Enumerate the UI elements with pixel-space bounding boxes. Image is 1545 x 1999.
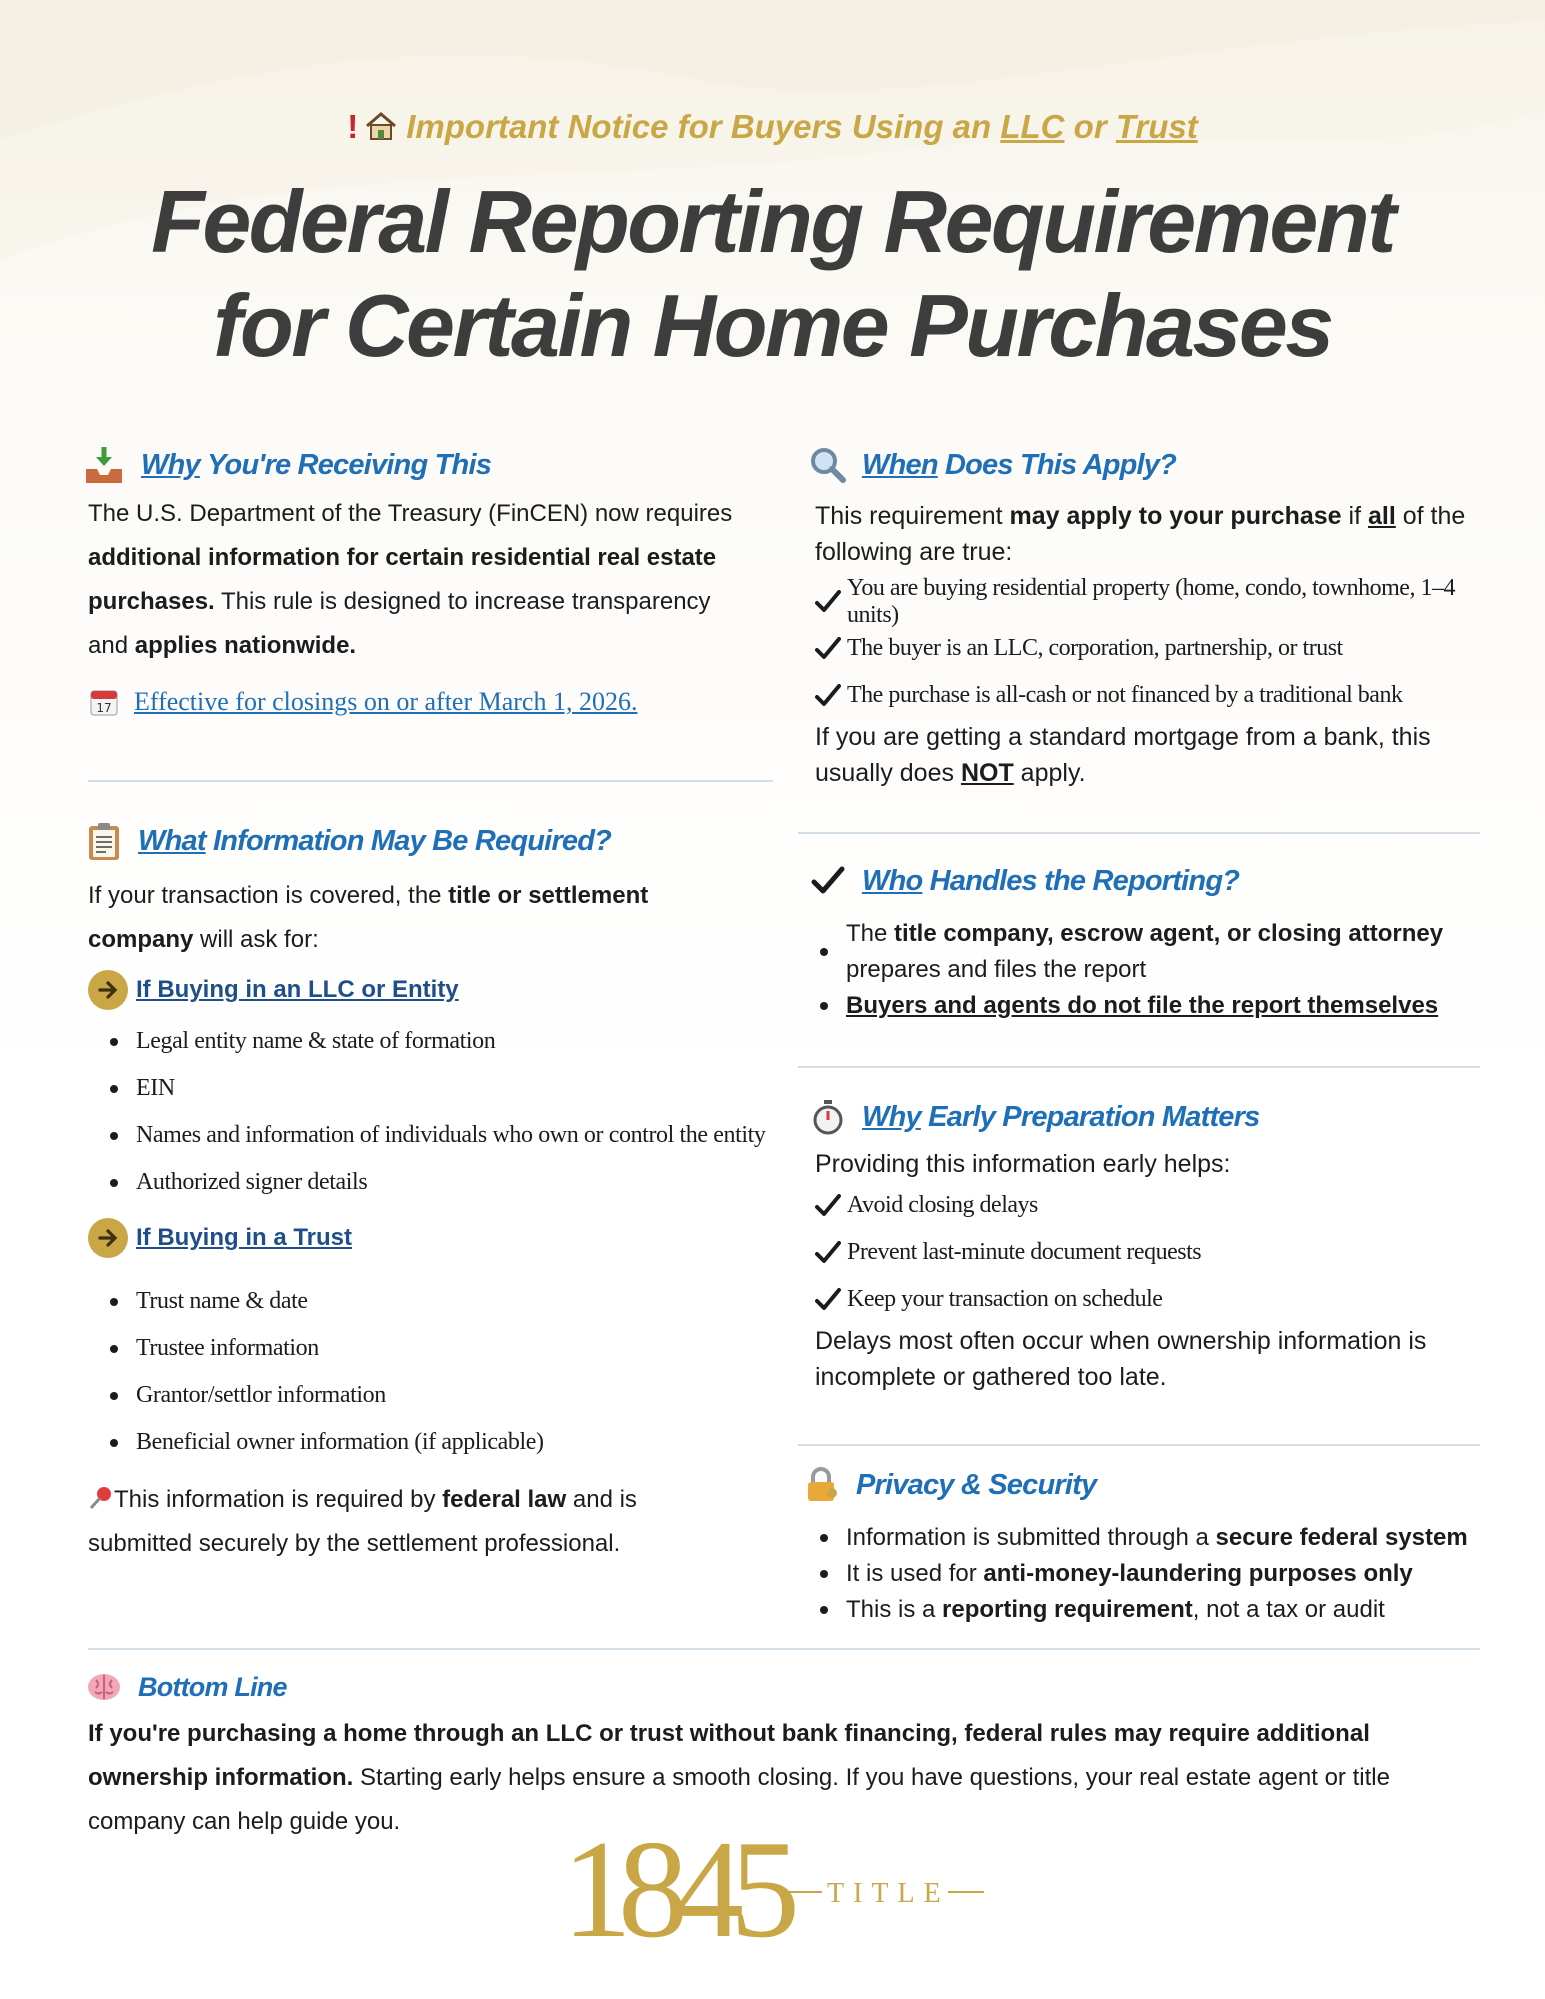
checklist-item <box>815 1229 1480 1276</box>
who-b1-the: The <box>846 920 888 947</box>
arrow-right-icon <box>88 970 128 1010</box>
bottom-line-2-bold: ownership information. <box>88 1764 354 1791</box>
note-line-1-bold: federal law <box>442 1486 567 1513</box>
list-item: Legal entity name & state of formation <box>88 1018 778 1065</box>
effective-date-text[interactable]: Effective for closings on or after March 1, 2026. <box>134 687 638 716</box>
logo-word: TITLE <box>827 1878 950 1909</box>
checklist-text: The buyer is an LLC, corporation, partnership, or trust <box>847 635 1343 661</box>
who-handles-list <box>798 916 1480 1024</box>
list-item <box>798 1520 1480 1556</box>
early-heading-rest: Early Preparation Matters <box>928 1100 1260 1133</box>
checkmark-icon <box>815 1194 845 1218</box>
when-apply-intro <box>798 498 1480 570</box>
who-heading-rest: Handles the Reporting? <box>929 864 1240 897</box>
list-item <box>798 1556 1480 1592</box>
section-what-info <box>88 820 778 1566</box>
exclamation-icon: ! <box>347 108 359 145</box>
list-item: Grantor/settlor information <box>88 1372 778 1419</box>
notice-line <box>0 108 1545 146</box>
why-receiving-line-4-bold: applies nationwide. <box>134 632 357 659</box>
house-icon <box>364 108 398 145</box>
when-outro-2: usually does <box>815 759 954 787</box>
svg-text:17: 17 <box>96 701 112 715</box>
what-info-note <box>88 1478 778 1566</box>
checklist-item <box>815 574 1480 628</box>
list-item <box>798 1592 1480 1628</box>
bottom-divider <box>88 1648 1480 1650</box>
checklist-text: Prevent last-minute document requests <box>847 1239 1202 1265</box>
when-outro-rest: apply. <box>1020 759 1086 787</box>
who-b1-rest: prepares and files the report <box>846 956 1147 983</box>
privacy-b3-rest: , not a tax or audit <box>1192 1596 1385 1623</box>
section-bottom-line <box>88 1666 1488 1844</box>
bottom-line-2-rest: Starting early helps ensure a smooth closing. If you have questions, your real estate agent or title <box>360 1764 1390 1791</box>
when-intro-1-if: if <box>1348 502 1362 530</box>
when-intro-1-all: all <box>1367 502 1396 530</box>
notice-trust: Trust <box>1115 108 1198 145</box>
title-line-1: Federal Reporting Requirement <box>151 172 1394 271</box>
when-apply-heading-rest: Does This Apply? <box>945 448 1177 481</box>
note-line-2: submitted securely by the settlement professional. <box>88 1530 621 1557</box>
when-apply-outro <box>798 719 1480 791</box>
when-intro-2: following are true: <box>815 538 1013 566</box>
early-outro-2: incomplete or gathered too late. <box>815 1363 1167 1391</box>
why-receiving-line-3-rest: This rule is designed to increase transparency <box>220 588 711 615</box>
section-who-handles <box>798 860 1480 1024</box>
who-b2: Buyers and agents do not file the report themselves <box>846 992 1439 1019</box>
bottom-line-1: If you're purchasing a home through an LLC or trust without bank financing, federal rules may require additional <box>88 1720 1370 1747</box>
what-info-intro-1: If your transaction is covered, the <box>88 882 442 909</box>
checklist-text: The purchase is all-cash or not financed by a traditional bank <box>847 682 1403 708</box>
why-receiving-body <box>88 492 778 668</box>
page-title <box>0 170 1545 378</box>
notice-prefix: Important Notice for Buyers Using an <box>406 108 992 145</box>
brain-icon <box>84 1666 124 1708</box>
privacy-b2: It is used for <box>846 1560 977 1587</box>
list-item: Names and information of individuals who own or control the entity <box>88 1112 778 1159</box>
llc-items-list <box>88 1018 778 1206</box>
checklist-text: Avoid closing delays <box>847 1192 1038 1218</box>
when-intro-1-rest: of the <box>1402 502 1466 530</box>
why-receiving-heading-rest: You're Receiving This <box>207 448 492 481</box>
checkmark-icon <box>808 860 848 902</box>
what-info-heading-what: What <box>138 824 206 857</box>
llc-subheading-text: If Buying in an LLC or Entity <box>136 976 459 1003</box>
who-heading-who: Who <box>862 864 923 897</box>
note-line-1: This information is required by <box>114 1486 436 1513</box>
left-divider <box>88 780 773 782</box>
what-info-intro <box>88 874 778 962</box>
checklist-item <box>815 1276 1480 1323</box>
early-checklist <box>798 1182 1480 1323</box>
company-logo <box>560 1824 1000 1954</box>
right-divider-1 <box>798 832 1480 834</box>
section-early-prep <box>798 1096 1480 1395</box>
clipboard-icon <box>84 820 124 862</box>
effective-date <box>88 686 778 718</box>
list-item <box>798 988 1480 1024</box>
who-handles-heading <box>812 860 1480 902</box>
bottom-line-3: company can help guide you. <box>88 1808 401 1835</box>
trust-items-list <box>88 1278 778 1466</box>
why-receiving-heading-why: Why <box>141 448 200 481</box>
lock-key-icon <box>802 1464 842 1506</box>
privacy-b3: This is a <box>846 1596 936 1623</box>
what-info-intro-2-rest: will ask for: <box>200 926 319 953</box>
early-heading-why: Why <box>862 1100 921 1133</box>
privacy-b2-bold: anti-money-laundering purposes only <box>983 1560 1413 1587</box>
arrow-right-icon <box>88 1218 128 1258</box>
checklist-text: You are buying residential property (home, condo, townhome, 1–4 units) <box>847 574 1455 628</box>
checkmark-icon <box>815 590 845 614</box>
privacy-list <box>798 1520 1480 1628</box>
early-prep-outro <box>798 1323 1480 1395</box>
section-when-apply <box>798 444 1480 791</box>
right-divider-3 <box>798 1444 1480 1446</box>
notice-llc: LLC <box>1000 108 1065 145</box>
early-prep-heading <box>812 1096 1480 1138</box>
list-item: Authorized signer details <box>88 1159 778 1206</box>
privacy-heading <box>806 1464 1480 1506</box>
checkmark-icon <box>815 637 845 661</box>
logo-number: 1845 <box>562 1824 786 1954</box>
when-checklist <box>798 574 1480 719</box>
why-receiving-line-4-and: and <box>88 632 129 659</box>
list-item: Trust name & date <box>88 1278 778 1325</box>
what-info-heading <box>88 820 778 862</box>
when-outro-1: If you are getting a standard mortgage from a bank, this <box>815 723 1431 751</box>
list-item: Trustee information <box>88 1325 778 1372</box>
privacy-b1-bold: secure federal system <box>1215 1524 1468 1551</box>
pushpin-icon <box>88 1486 114 1513</box>
checkmark-icon <box>815 1241 845 1265</box>
when-intro-1-bold: may apply to your purchase <box>1009 502 1342 530</box>
trust-subheading-text: If Buying in a Trust <box>136 1224 353 1251</box>
list-item <box>798 916 1480 988</box>
privacy-heading-text: Privacy & Security <box>856 1468 1097 1501</box>
why-receiving-line-3-bold: purchases. <box>88 588 215 615</box>
why-receiving-heading <box>85 444 778 486</box>
early-prep-intro: Providing this information early helps: <box>815 1150 1231 1178</box>
right-divider-2 <box>798 1066 1480 1068</box>
stopwatch-icon <box>808 1096 848 1138</box>
when-apply-heading <box>812 444 1480 486</box>
section-privacy <box>798 1464 1480 1628</box>
what-info-heading-rest: Information May Be Required? <box>212 824 612 857</box>
bottom-line-heading <box>88 1666 1488 1708</box>
when-outro-not: NOT <box>960 759 1014 787</box>
list-item: EIN <box>88 1065 778 1112</box>
checklist-text: Keep your transaction on schedule <box>847 1286 1163 1312</box>
who-b1-bold: title company, escrow agent, or closing attorney <box>894 920 1444 947</box>
checklist-item <box>815 625 1480 672</box>
checkmark-icon <box>815 684 845 708</box>
list-item: Beneficial owner information (if applicable) <box>88 1419 778 1466</box>
bottom-line-heading-text: Bottom Line <box>138 1671 287 1702</box>
what-info-intro-1-bold: title or settlement <box>448 882 649 909</box>
trust-subheading <box>88 1218 778 1258</box>
inbox-tray-icon <box>81 444 127 486</box>
llc-subheading <box>88 970 778 1010</box>
what-info-intro-2-bold: company <box>88 926 194 953</box>
when-apply-heading-when: When <box>862 448 938 481</box>
privacy-b3-bold: reporting requirement <box>942 1596 1193 1623</box>
checklist-item <box>815 1182 1480 1229</box>
magnifier-icon <box>808 444 848 486</box>
calendar-icon <box>88 686 120 718</box>
early-outro-1: Delays most often occur when ownership information is <box>815 1327 1427 1355</box>
privacy-b1: Information is submitted through a <box>846 1524 1209 1551</box>
why-receiving-line-2: additional information for certain residential real estate <box>88 544 717 571</box>
checklist-item <box>815 672 1480 719</box>
note-line-1-rest: and is <box>572 1486 637 1513</box>
title-line-2: for Certain Home Purchases <box>213 276 1332 375</box>
notice-or: or <box>1073 108 1107 145</box>
checkmark-icon <box>815 1288 845 1312</box>
section-why-receiving <box>88 444 778 718</box>
why-receiving-line-1: The U.S. Department of the Treasury (FinCEN) now requires <box>88 500 733 527</box>
when-intro-1: This requirement <box>815 502 1003 530</box>
